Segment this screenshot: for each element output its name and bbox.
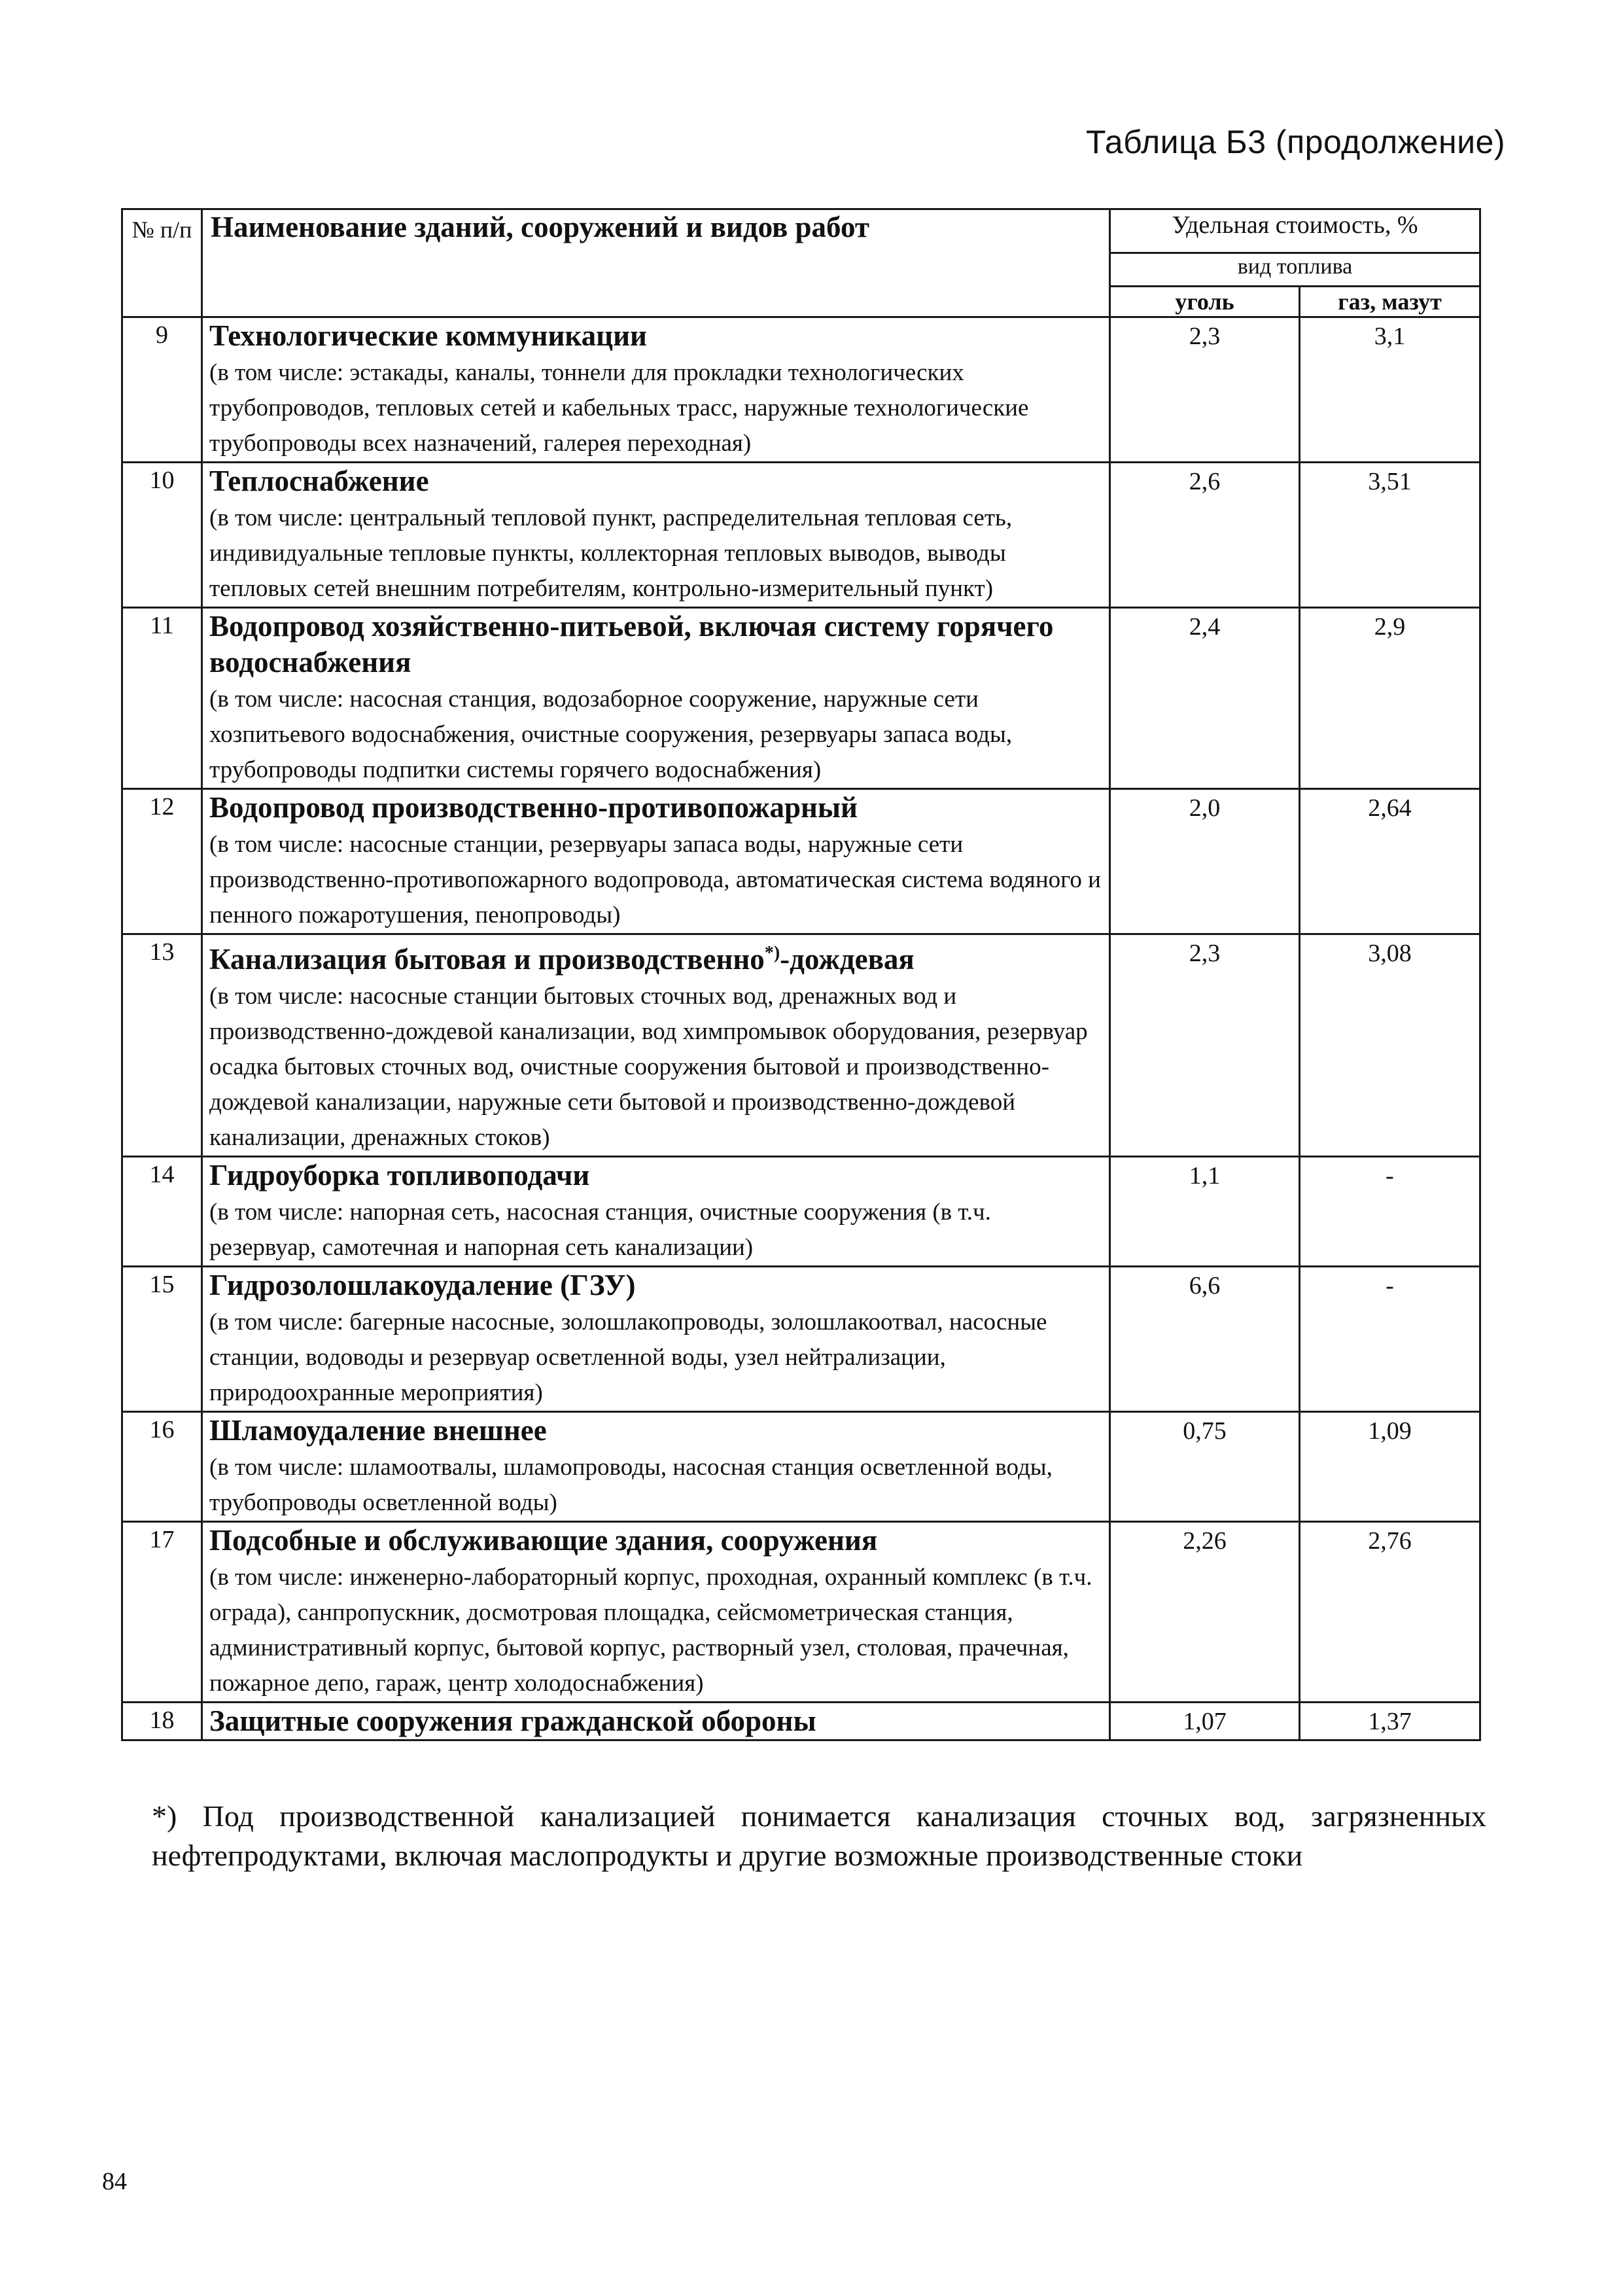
- row-num: 18: [122, 1703, 202, 1740]
- row-name: [202, 463, 1110, 608]
- row-title: Подсобные и обслуживающие здания, сооружения: [209, 1524, 878, 1557]
- footnote: *) Под производственной канализацией понимается канализация сточных вод, загрязненных нефтепродуктами, включая маслопродукты и другие возможные производственные стоки: [152, 1799, 1486, 1872]
- row-title: Теплоснабжение: [209, 465, 429, 497]
- row-num: 10: [122, 463, 202, 608]
- row-name: [202, 789, 1110, 934]
- table-row: [122, 463, 1480, 608]
- row-coal: 2,4: [1110, 608, 1300, 789]
- row-title: Шламоудаление внешнее: [209, 1414, 547, 1447]
- header-fuel-type: вид топлива: [1110, 253, 1480, 287]
- table-caption: Таблица Б3 (продолжение): [1085, 124, 1505, 160]
- row-title: [209, 935, 1102, 978]
- row-desc: (в том числе: насосные станции бытовых сточных вод, дренажных вод и производственно-дождевой канализации, вод химпромывок оборудования, резервуар осадка бытовых сточных вод, очистные сооружения бытовой и производственно-дождевой канализации, наружные сети бытовой и производственно-дождевой канализации, дренажных стоков): [209, 983, 1088, 1151]
- row-num: 13: [122, 934, 202, 1157]
- row-desc: (в том числе: инженерно-лабораторный корпус, проходная, охранный комплекс (в т.ч. ограда), санпропускник, досмотровая площадка, сейсмометрическая станция, административный корпус, бытовой корпус, растворный узел, столовая, прачечная, пожарное депо, гараж, центр холодоснабжения): [209, 1564, 1092, 1697]
- row-coal: 2,26: [1110, 1522, 1300, 1703]
- row-desc: (в том числе: центральный тепловой пункт, распределительная тепловая сеть, индивидуальные тепловые пункты, коллекторная тепловых выводов, выводы тепловых сетей внешним потребителям, контрольно-измерительный пункт): [209, 504, 1013, 602]
- row-gas: 1,09: [1300, 1412, 1480, 1522]
- row-title-main: Канализация бытовая и производственно: [209, 943, 765, 976]
- row-desc: (в том числе: насосные станции, резервуары запаса воды, наружные сети производственно-противопожарного водопровода, автоматическая система водяного и пенного пожаротушения, пенопроводы): [209, 831, 1101, 928]
- row-coal: 1,07: [1110, 1703, 1300, 1740]
- table-row: [122, 934, 1480, 1157]
- row-desc: (в том числе: насосная станция, водозаборное сооружение, наружные сети хозпитьевого водоснабжения, очистные сооружения, резервуары запаса воды, трубопроводы подпитки системы горячего водоснабжения): [209, 686, 1013, 783]
- cost-table: [121, 208, 1481, 1741]
- row-gas: 3,1: [1300, 317, 1480, 463]
- header-specific-cost: Удельная стоимость, %: [1110, 209, 1480, 253]
- row-gas: 1,37: [1300, 1703, 1480, 1740]
- row-coal: 0,75: [1110, 1412, 1300, 1522]
- row-coal: 2,6: [1110, 463, 1300, 608]
- table-row: [122, 1412, 1480, 1522]
- row-coal: 2,3: [1110, 934, 1300, 1157]
- row-desc: (в том числе: багерные насосные, золошлакопроводы, золошлакоотвал, насосные станции, водоводы и резервуар осветленной воды, узел нейтрализации, природоохранные мероприятия): [209, 1309, 1047, 1406]
- row-name: [202, 1412, 1110, 1522]
- table-row: [122, 608, 1480, 789]
- row-name: [202, 934, 1110, 1157]
- row-coal: 2,3: [1110, 317, 1300, 463]
- row-gas: 3,51: [1300, 463, 1480, 608]
- row-gas: 2,76: [1300, 1522, 1480, 1703]
- header-name: Наименование зданий, сооружений и видов работ: [202, 209, 1110, 317]
- row-name: [202, 1522, 1110, 1703]
- row-name: [202, 1157, 1110, 1267]
- row-num: 14: [122, 1157, 202, 1267]
- row-title: Гидроуборка топливоподачи: [209, 1159, 590, 1192]
- table-row: [122, 1703, 1480, 1740]
- page-number: 84: [102, 2168, 127, 2195]
- row-gas: -: [1300, 1157, 1480, 1267]
- table-row: [122, 1522, 1480, 1703]
- header-coal: уголь: [1110, 287, 1300, 317]
- row-gas: -: [1300, 1267, 1480, 1412]
- row-name: [202, 1703, 1110, 1740]
- row-title: Водопровод производственно-противопожарный: [209, 791, 858, 824]
- row-desc: (в том числе: напорная сеть, насосная станция, очистные сооружения (в т.ч. резервуар, самотечная и напорная сеть канализации): [209, 1199, 991, 1261]
- row-gas: 3,08: [1300, 934, 1480, 1157]
- row-name: [202, 317, 1110, 463]
- row-title-tail: -дождевая: [780, 943, 915, 976]
- row-desc: (в том числе: эстакады, каналы, тоннели для прокладки технологических трубопроводов, тепловых сетей и кабельных трасс, наружные технологические трубопроводы всех назначений, галерея переходная): [209, 359, 1029, 457]
- row-desc: (в том числе: шламоотвалы, шламопроводы, насосная станция осветленной воды, трубопроводы осветленной воды): [209, 1454, 1053, 1516]
- header-gas: газ, мазут: [1300, 287, 1480, 317]
- table-row: [122, 1157, 1480, 1267]
- row-coal: 1,1: [1110, 1157, 1300, 1267]
- table-row: [122, 1267, 1480, 1412]
- row-title: Гидрозолошлакоудаление (ГЗУ): [209, 1269, 636, 1301]
- header-num: № п/п: [122, 209, 202, 317]
- table-row: [122, 789, 1480, 934]
- row-title: Технологические коммуникации: [209, 319, 647, 352]
- row-name: [202, 608, 1110, 789]
- row-gas: 2,9: [1300, 608, 1480, 789]
- row-gas: 2,64: [1300, 789, 1480, 934]
- row-coal: 6,6: [1110, 1267, 1300, 1412]
- row-num: 12: [122, 789, 202, 934]
- row-num: 11: [122, 608, 202, 789]
- row-name: [202, 1267, 1110, 1412]
- table-row: [122, 317, 1480, 463]
- footnote-marker: *): [764, 943, 780, 963]
- row-num: 17: [122, 1522, 202, 1703]
- row-num: 9: [122, 317, 202, 463]
- row-num: 16: [122, 1412, 202, 1522]
- row-coal: 2,0: [1110, 789, 1300, 934]
- row-num: 15: [122, 1267, 202, 1412]
- row-title: Защитные сооружения гражданской обороны: [209, 1704, 816, 1737]
- row-title: Водопровод хозяйственно-питьевой, включая систему горячего водоснабжения: [209, 610, 1054, 679]
